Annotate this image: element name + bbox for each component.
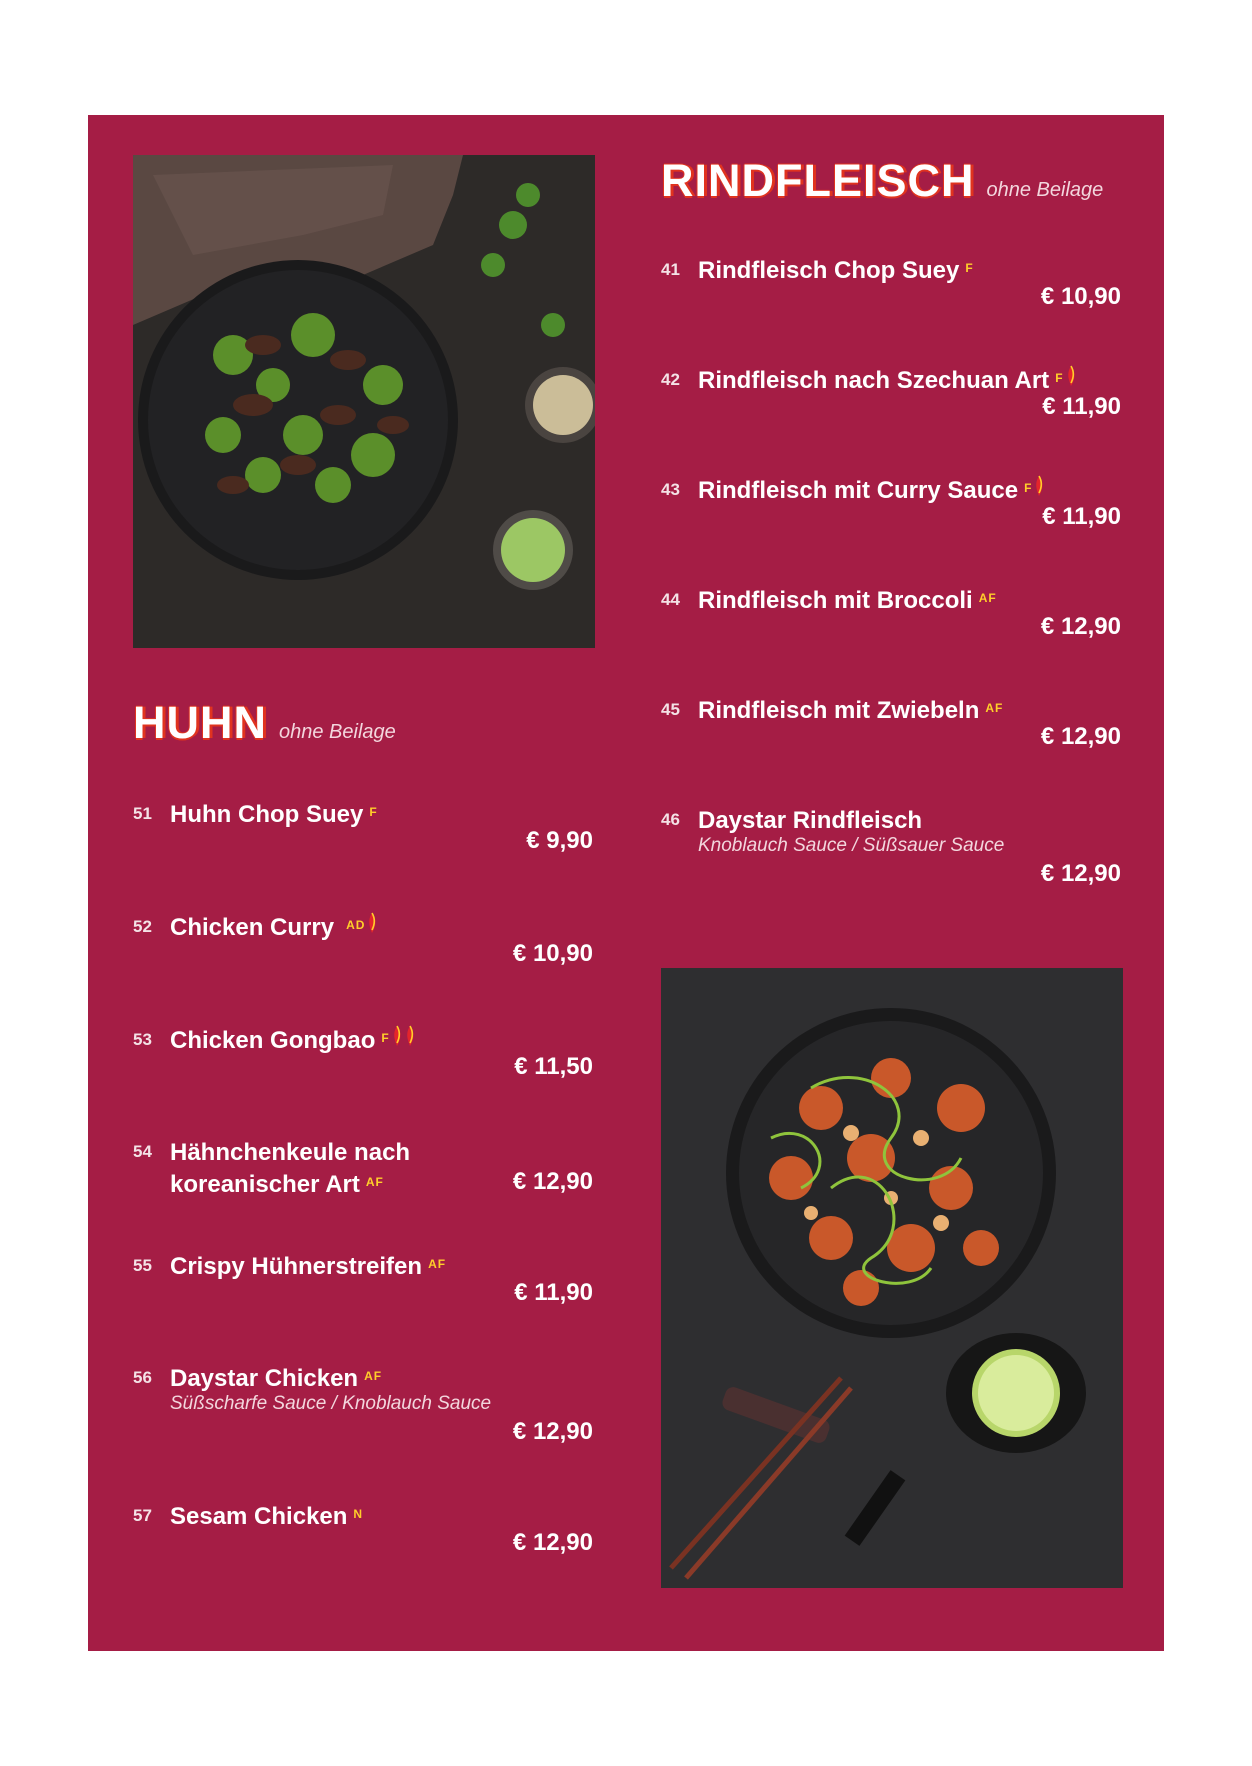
- kung-pao-chicken-photo: [661, 968, 1123, 1588]
- item-name: Chicken Curry $^{AD}$: [170, 911, 378, 944]
- menu-item: [661, 254, 1121, 324]
- allergen-code: F: [369, 805, 378, 819]
- allergen-code: F: [1024, 481, 1033, 495]
- chili-icon: [1065, 364, 1077, 388]
- item-number: 57: [133, 1506, 152, 1525]
- item-price: € 12,90: [512, 1418, 593, 1445]
- item-name: Daystar Rindfleisch: [698, 807, 923, 834]
- allergen-code: N: [353, 1507, 364, 1521]
- menu-item: [133, 911, 593, 981]
- allergen-code: AF: [985, 701, 1004, 715]
- allergen-code: F: [381, 1031, 390, 1045]
- rindfleisch-heading: RINDFLEISCH: [661, 155, 975, 206]
- allergen-code: AF: [428, 1257, 447, 1271]
- menu-item: [133, 1500, 593, 1570]
- menu-item: [661, 474, 1121, 544]
- menu-item: [133, 1024, 593, 1094]
- item-price: € 11,90: [1042, 393, 1121, 420]
- item-name: Rindfleisch mit Broccoli $^{AF}$: [698, 587, 997, 614]
- item-number: 53: [133, 1030, 152, 1049]
- item-number: 41: [661, 260, 680, 279]
- item-price: € 9,90: [526, 827, 593, 854]
- chili-icon: [1033, 474, 1045, 498]
- menu-item: [133, 1362, 593, 1452]
- item-price: € 10,90: [1040, 283, 1121, 310]
- menu-item: [133, 1136, 593, 1206]
- item-price: € 10,90: [512, 940, 593, 967]
- chili-icon: [404, 1024, 416, 1048]
- menu-item: [133, 798, 593, 868]
- menu-item: [661, 694, 1121, 764]
- rindfleisch-section-title: [661, 155, 1103, 207]
- item-description: Süßscharfe Sauce / Knoblauch Sauce: [170, 1393, 492, 1414]
- allergen-code: AF: [978, 591, 997, 605]
- item-price: € 12,90: [1040, 723, 1121, 750]
- item-name: Daystar Chicken $^{AF}$: [170, 1365, 383, 1392]
- menu-item: [661, 584, 1121, 654]
- item-number: 55: [133, 1256, 152, 1275]
- item-name: Chicken Gongbao $^F$: [170, 1024, 416, 1057]
- item-price: € 12,90: [512, 1529, 593, 1556]
- item-name-line2: koreanischer Art $^{AF}$: [170, 1171, 384, 1198]
- item-name: Huhn Chop Suey $^F$: [170, 801, 378, 828]
- item-number: 43: [661, 480, 680, 499]
- allergen-code: AD: [346, 918, 366, 932]
- menu-item: [133, 1250, 593, 1320]
- allergen-code: AF: [365, 1175, 384, 1189]
- beef-broccoli-photo: [133, 155, 595, 648]
- item-number: 52: [133, 917, 152, 936]
- huhn-section-title: [133, 697, 396, 749]
- huhn-subtitle: ohne Beilage: [279, 721, 396, 743]
- item-number: 56: [133, 1368, 152, 1387]
- item-name: Rindfleisch nach Szechuan Art $^F$: [698, 364, 1077, 397]
- item-price: € 11,50: [514, 1053, 593, 1080]
- item-number: 54: [133, 1142, 152, 1161]
- item-number: 46: [661, 810, 680, 829]
- chili-icon: [391, 1024, 403, 1048]
- rindfleisch-subtitle: ohne Beilage: [986, 179, 1104, 201]
- item-number: 44: [661, 590, 680, 609]
- chili-icon: [366, 911, 378, 935]
- item-name: Rindfleisch Chop Suey $^F$: [698, 257, 974, 284]
- item-price: € 12,90: [1040, 613, 1121, 640]
- allergen-code: F: [1055, 371, 1064, 385]
- item-number: 51: [133, 804, 152, 823]
- menu-item: [661, 804, 1121, 894]
- huhn-heading: HUHN: [133, 697, 267, 748]
- item-name: Crispy Hühnerstreifen $^{AF}$: [170, 1253, 447, 1280]
- item-name: Rindfleisch mit Curry Sauce $^F$: [698, 474, 1045, 507]
- item-name: Rindfleisch mit Zwiebeln $^{AF}$: [698, 697, 1004, 724]
- allergen-code: F: [965, 261, 974, 275]
- item-name: Sesam Chicken $^N$: [170, 1503, 364, 1530]
- allergen-code: AF: [364, 1369, 383, 1383]
- item-price: € 11,90: [1042, 503, 1121, 530]
- item-description: Knoblauch Sauce / Süßsauer Sauce: [698, 835, 1005, 856]
- item-number: 45: [661, 700, 680, 719]
- item-number: 42: [661, 370, 680, 389]
- menu-item: [661, 364, 1121, 434]
- item-name: Hähnchenkeule nach: [170, 1139, 411, 1166]
- item-price: € 12,90: [1040, 860, 1121, 887]
- item-price: € 11,90: [514, 1279, 593, 1306]
- item-price: € 12,90: [512, 1168, 593, 1195]
